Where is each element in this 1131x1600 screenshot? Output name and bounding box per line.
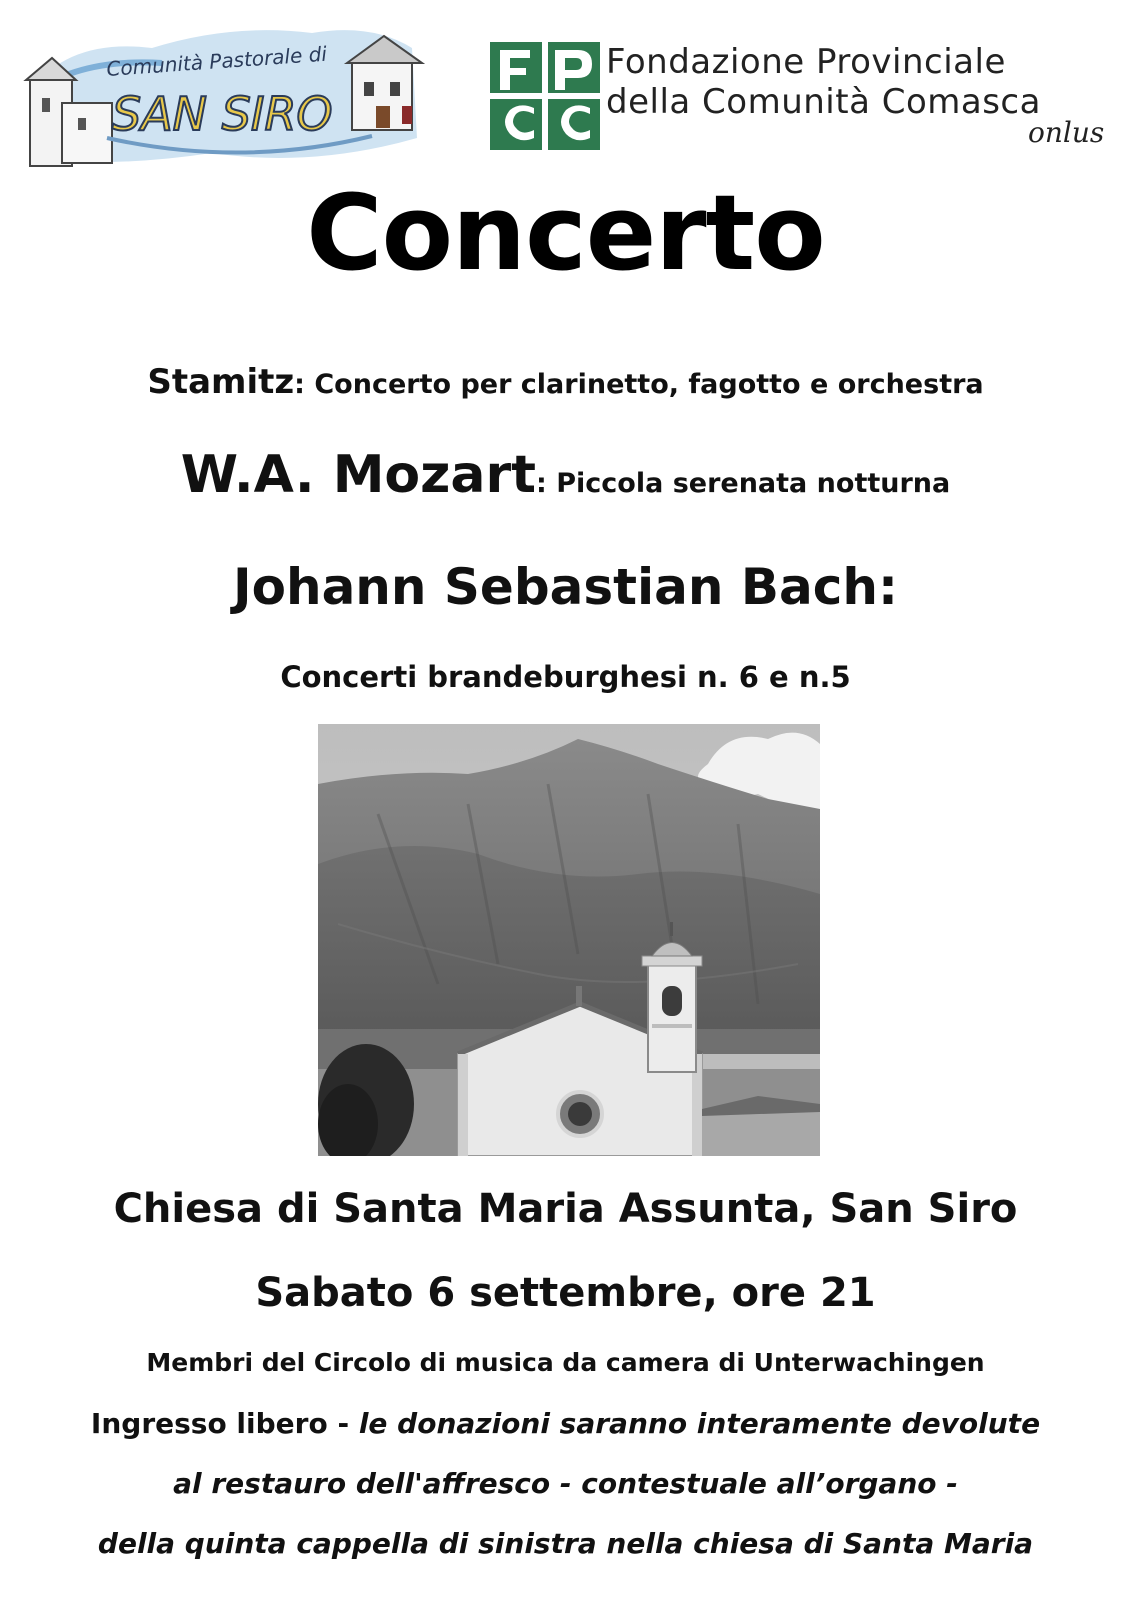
event-venue: Chiesa di Santa Maria Assunta, San Siro	[113, 1186, 1018, 1232]
mozart-composer: W.A. Mozart	[180, 445, 537, 505]
church-bell-tower-photo	[318, 724, 820, 1156]
stamitz-composer: Stamitz	[147, 362, 295, 402]
san-siro-logo-line2: SAN SIRO	[112, 87, 333, 141]
mozart-piece: : Piccola serenata notturna	[536, 468, 951, 499]
entry-donation-note: le donazioni saranno interamente devolute	[358, 1407, 1041, 1440]
fondazione-monogram-logo	[490, 42, 600, 150]
page-title: Concerto	[306, 172, 825, 294]
fondazione-onlus: onlus	[1028, 116, 1105, 149]
entry-note	[0, 1407, 1131, 1440]
bach-composer: Johann Sebastian Bach:	[233, 558, 898, 616]
bach-piece: Concerti brandeburghesi n. 6 e n.5	[280, 660, 851, 694]
donation-note-line2: al restauro dell'affresco - contestuale all’organo -	[173, 1467, 958, 1500]
event-performers: Membri del Circolo di musica da camera di Unterwachingen	[146, 1348, 985, 1377]
entry-free-label: Ingresso libero -	[90, 1407, 359, 1440]
event-date: Sabato 6 settembre, ore 21	[255, 1270, 876, 1316]
san-siro-logo	[12, 18, 432, 173]
stamitz-piece: : Concerto per clarinetto, fagotto e orchestra	[294, 369, 984, 400]
fondazione-name-line2: della Comunità Comasca	[606, 82, 1041, 122]
program-stamitz	[0, 362, 1131, 402]
program-mozart	[0, 445, 1131, 505]
fondazione-name-line1: Fondazione Provinciale	[606, 42, 1006, 82]
san-siro-logo-line1: Comunità Pastorale di	[105, 41, 328, 81]
donation-note-line3: della quinta cappella di sinistra nella chiesa di Santa Maria	[97, 1527, 1034, 1560]
